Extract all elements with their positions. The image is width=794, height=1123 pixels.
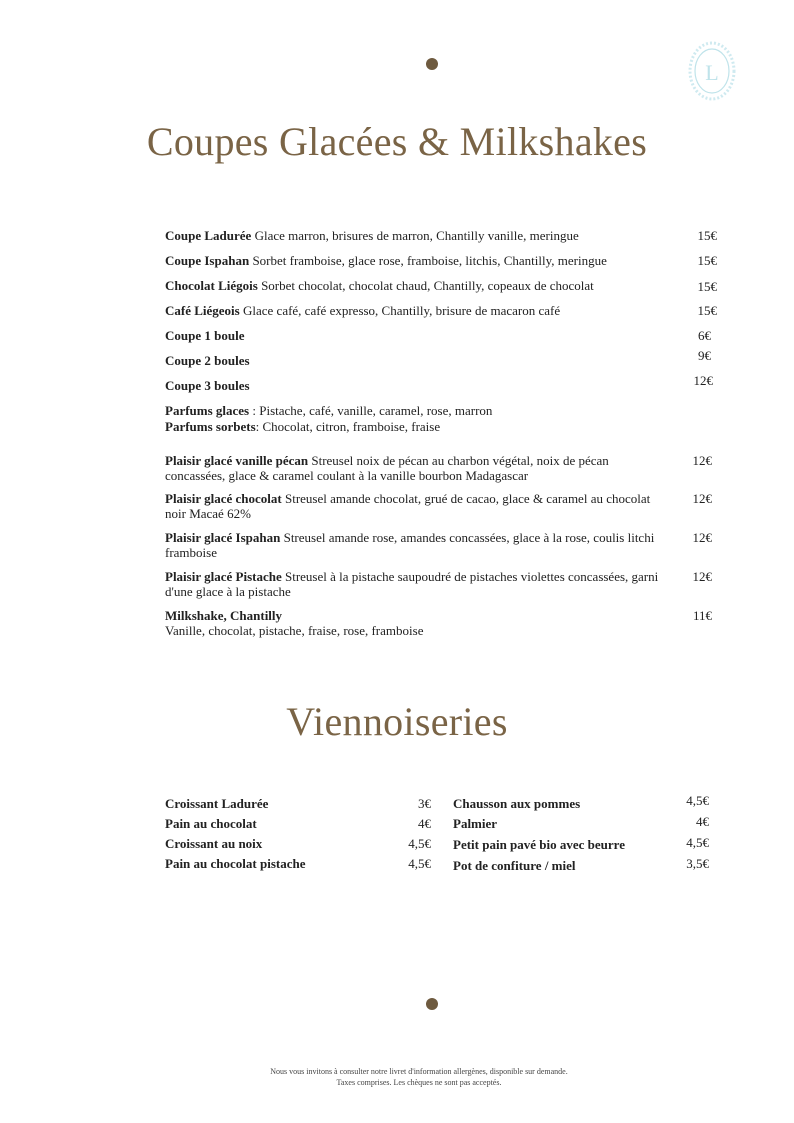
footer — [0, 1066, 794, 1088]
viennoiserie-item-name: Petit pain pavé bio avec beurre — [453, 837, 625, 852]
viennoiserie-item-name: Croissant au noix — [165, 836, 263, 851]
viennoiserie-item-name: Pot de confiture / miel — [453, 858, 576, 873]
flavours-ice-cream — [165, 403, 665, 418]
item-name: Coupe 3 boules — [165, 378, 250, 393]
item-desc: Glace café, café expresso, Chantilly, brisure de macaron café — [242, 303, 561, 318]
item-price: 15€ — [697, 228, 717, 243]
item-name: Coupe 1 boule — [165, 328, 245, 343]
viennoiserie-item-name: Croissant Ladurée — [165, 796, 269, 811]
section-title-coupes: Coupes Glacées & Milkshakes — [146, 119, 648, 164]
viennoiserie-item-price: 3€ — [418, 796, 431, 811]
item-price: 15€ — [697, 279, 717, 294]
viennoiserie-item-price: 4,5€ — [408, 836, 431, 851]
item-desc: Streusel à la pistache saupoudré de pistaches violettes concassées, garni d'une glace à la pistache — [165, 569, 659, 599]
item-desc: Vanille, chocolat, pistache, fraise, rose, framboise — [165, 623, 424, 638]
item-price: 11€ — [692, 608, 712, 623]
item-name: Coupe 2 boules — [165, 353, 250, 368]
item-price: 12€ — [692, 453, 712, 468]
footer-allergens-notice: Nous vous invitons à consulter notre livret d'information allergènes, disponible sur demande. — [270, 1067, 568, 1076]
item-desc: Streusel amande chocolat, grué de cacao, glace & caramel au chocolat noir Macaé 62% — [165, 491, 651, 521]
item-price: 12€ — [692, 491, 712, 506]
flavours-list: Chocolat, citron, framboise, fraise — [262, 419, 441, 434]
menu-item — [165, 353, 665, 368]
viennoiserie-item-price: 4€ — [696, 814, 709, 829]
item-price: 15€ — [697, 303, 717, 318]
item-name: Plaisir glacé vanille pécan — [165, 453, 309, 468]
logo-letter: L — [705, 60, 719, 85]
item-name: Chocolat Liégois — [165, 278, 258, 293]
menu-item — [165, 253, 665, 268]
item-name: Coupe Ispahan — [165, 253, 250, 268]
item-price: 12€ — [692, 530, 712, 545]
menu-item — [165, 491, 665, 521]
flavours-separator: : — [249, 403, 260, 418]
item-name: Plaisir glacé Pistache — [165, 569, 282, 584]
item-price: 12€ — [693, 373, 713, 388]
item-name: Café Liégeois — [165, 303, 240, 318]
item-name: Coupe Ladurée — [165, 228, 252, 243]
flavours-label: Parfums sorbets — [165, 419, 256, 434]
flavours-separator: : — [255, 419, 263, 434]
viennoiserie-item-name: Palmier — [453, 816, 498, 831]
menu-item — [165, 378, 665, 393]
footer-taxes-notice: Taxes comprises. Les chèques ne sont pas acceptés. — [336, 1078, 502, 1087]
menu-item — [165, 453, 665, 483]
menu-item — [165, 278, 665, 293]
item-desc: Streusel noix de pécan au charbon végétal, noix de pécan concassées, glace & caramel coulant à la vanille bourbon Madagascar — [165, 453, 609, 483]
viennoiserie-item-name: Pain au chocolat — [165, 816, 257, 831]
section-title-viennoiseries: Viennoiseries — [286, 699, 508, 744]
viennoiserie-item-price: 3,5€ — [686, 856, 709, 871]
flavours-list: Pistache, café, vanille, caramel, rose, marron — [259, 403, 493, 418]
viennoiserie-item-price: 4€ — [418, 816, 431, 831]
menu-item — [165, 530, 665, 560]
item-price: 9€ — [698, 348, 711, 363]
item-name: Plaisir glacé Ispahan — [165, 530, 281, 545]
menu-item — [165, 608, 665, 638]
item-name: Plaisir glacé chocolat — [165, 491, 282, 506]
menu-item — [165, 328, 665, 343]
item-desc: Sorbet chocolat, chocolat chaud, Chantilly, copeaux de chocolat — [261, 278, 594, 293]
viennoiserie-item-price: 4,5€ — [686, 793, 709, 808]
viennoiserie-item-price: 4,5€ — [686, 835, 709, 850]
menu-item — [165, 228, 665, 243]
decorative-dot-bottom — [426, 998, 438, 1010]
flavours-sorbets — [165, 419, 665, 434]
menu-item — [165, 569, 665, 599]
item-desc: Glace marron, brisures de marron, Chantilly vanille, meringue — [254, 228, 579, 243]
item-desc: Streusel amande rose, amandes concassées, glace à la rose, coulis litchi framboise — [165, 530, 655, 560]
decorative-dot-top — [426, 58, 438, 70]
item-price: 12€ — [692, 569, 712, 584]
menu-item — [165, 303, 665, 318]
viennoiserie-item-name: Pain au chocolat pistache — [165, 856, 306, 871]
item-name: Milkshake, Chantilly — [165, 608, 283, 623]
viennoiserie-item-price: 4,5€ — [408, 856, 431, 871]
laduree-logo — [686, 38, 738, 104]
item-desc: Sorbet framboise, glace rose, framboise, litchis, Chantilly, meringue — [252, 253, 607, 268]
flavours-label: Parfums glaces — [165, 403, 250, 418]
item-price: 6€ — [698, 328, 711, 343]
viennoiserie-item-name: Chausson aux pommes — [453, 796, 581, 811]
item-price: 15€ — [697, 253, 717, 268]
